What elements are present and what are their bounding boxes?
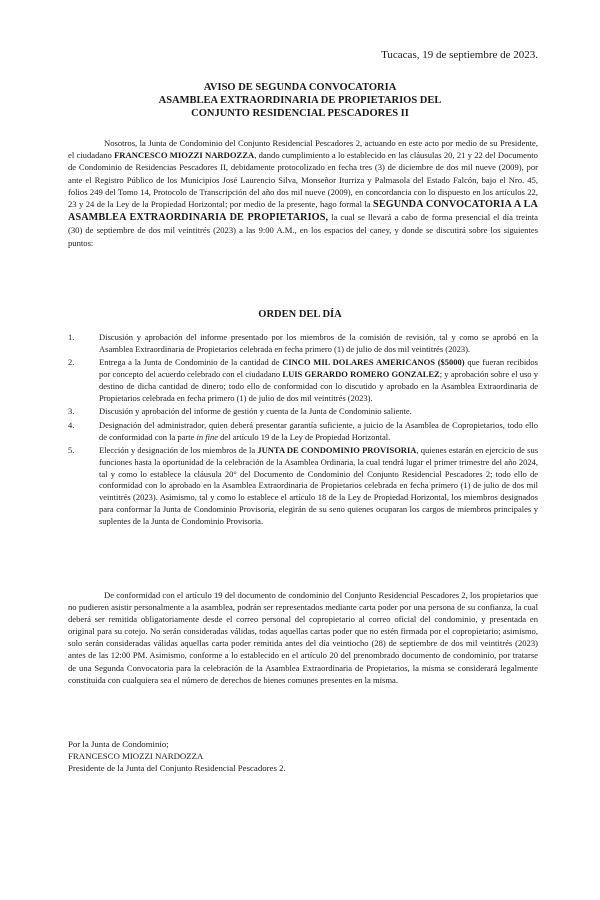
- intro-text-3: la cual se llevará a cabo de forma presencial el día treinta (30) de septiembre de dos mil veintitrés (2023) a las 9:00 A.M., en los espacios del caney, y donde se discutirá sobre los siguientes puntos:: [68, 212, 538, 248]
- president-name: FRANCESCO MIOZZI NARDOZZA: [114, 150, 255, 161]
- title-line-1: AVISO DE SEGUNDA CONVOCATORIA: [203, 82, 397, 93]
- latin-phrase: in fine: [196, 431, 218, 442]
- agenda-item: [68, 406, 538, 418]
- agenda-item: [68, 420, 538, 443]
- agenda-list: [68, 332, 538, 529]
- agenda-item-text: Designación del administrador, quien deberá presentar garantía suficiente, a juicio de la Asamblea de Copropietarios, todo ello de conformidad con la parte: [99, 419, 538, 442]
- signature-role: Presidente de la Junta del Conjunto Residencial Pescadores 2.: [68, 763, 286, 773]
- title-line-3: CONJUNTO RESIDENCIAL PESCADORES II: [191, 108, 409, 119]
- agenda-item-text: Discusión y aprobación del informe de gestión y cuenta de la Junta de Condominio saliente.: [99, 406, 412, 417]
- agenda-item-text: ; y aprobación sobre el uso y destino de dicha cantidad de dinero; todo ello de conformidad con lo discutido y aprobado en la Asamblea Extraordinaria de Propietarios celebrada en fecha primero (1) de julio de dos mil veintitrés (2023).: [99, 369, 538, 403]
- agenda-item-text: que fueran recibidos por concepto del acuerdo celebrado con el ciudadano: [99, 357, 538, 380]
- agenda-item: [68, 357, 538, 404]
- document-date: Tucacas, 19 de septiembre de 2023.: [381, 49, 538, 61]
- agenda-item-text: Discusión y aprobación del informe presentado por los miembros de la comisión de revisión, tal y como se aprobó en la Asamblea Extraordinaria de Propietarios celebrada en fecha primero (1) de julio de dos mil veintitrés (2023).: [99, 332, 538, 354]
- intro-paragraph: [68, 137, 538, 249]
- closing-paragraph: [68, 589, 538, 686]
- intro-text-1: Nosotros, la Junta de Condominio del Conjunto Residencial Pescadores 2, actuando en este acto por medio de su Presidente, el ciudadano: [68, 138, 538, 161]
- agenda-item-number: 1.: [68, 332, 75, 342]
- agenda-item-text: , quienes estarán en ejercicio de sus funciones hasta la oportunidad de la celebración de la Asamblea Ordinaria, la cual tendrá lugar el primer trimestre del año 2024, tal y como lo establece la cláusula 20° del Documento de Condominio del Conjunto Residencial Pescadores 2; todo ello de conformidad con lo aprobado en la Asamblea Extraordinaria de Propietarios celebrada en fecha primero (1) de julio de dos mil veintitrés (2023). Asimismo, tal y como lo establece el artículo 18 de la Ley de Propiedad Horizontal, los miembros designados para conformar la Junta de Condominio Provisoria, elegirán de su seno quienes ocuparan los cargos de miembros principales y suplentes de la Junta de Condominio Provisoria.: [99, 445, 538, 526]
- agenda-title: ORDEN DEL DÍA: [258, 309, 342, 320]
- closing-text: De conformidad con el artículo 19 del documento de condominio del Conjunto Residencial Pescadores 2, los propietarios que no pudieren asistir personalmente a la asamblea, podrán ser representados mediante carta poder por una persona de su confianza, la cual deberá ser remitida obligatoriamente desde el correo personal del copropietario al correo oficial del condominio, y presentada en original para su cotejo. No serán consideradas válidas, todas aquellas cartas poder que no estén firmada por el copropietario; asimismo, solo serán consideradas válidas aquellas carta poder remitida antes del día veintiocho (28) de septiembre de dos mil veintitrés (2023) antes de las 12:00 PM. Asimismo, conforme a lo establecido en el artículo 20 del prenombrado documento de condominio, por tratarse de una Segunda Convocatoria para la celebración de la Asamblea Extraordinaria de Propietarios, la misma se considerará legalmente constituida con cualquiera sea el número de derechos de bienes comunes presentes en la misma.: [68, 590, 538, 685]
- convocatoria-heading: SEGUNDA CONVOCATORIA A LA ASAMBLEA EXTRAORDINARIA DE PROPIETARIOS,: [68, 199, 538, 224]
- agenda-item: [68, 332, 538, 355]
- agenda-item-text: del artículo 19 de la Ley de Propiedad Horizontal.: [217, 431, 391, 442]
- agenda-item-number: 3.: [68, 406, 75, 417]
- junta-provisoria-text: JUNTA DE CONDOMINIO PROVISORIA: [257, 445, 417, 456]
- signature-name: FRANCESCO MIOZZI NARDOZZA: [68, 751, 204, 761]
- agenda-item-number: 5.: [68, 445, 75, 456]
- agenda-item-text: Elección y designación de los miembros de la: [99, 445, 258, 456]
- intro-text-2: , dando cumplimiento a lo establecido en las cláusulas 20, 21 y 22 del Documento de Condominio de Residencias Pescadores II, debidamente protocolizado en fecha tres (3) de diciembre de dos mil nueve (2009), por ante el Registro Público de los Municipios José Laurencio Silva, Monseñor Iturriza y Palmasola del Estado Falcón, bajo el Nro. 45, folios 249 del Tomo 14, Protocolo de Transcripción del año dos mil nueve (2009), en concordancia con lo dispuesto en los artículos 22, 23 y 24 de la Ley de la Propiedad Horizontal; por medio de la presente, hago formal la: [68, 150, 538, 210]
- document-title: [0, 81, 600, 120]
- signature-block: [68, 738, 286, 774]
- amount-text: CINCO MIL DOLARES AMERICANOS ($5000): [282, 357, 465, 368]
- agenda-item-number: 2.: [68, 357, 75, 368]
- agenda-item-number: 4.: [68, 419, 75, 430]
- signature-line: Por la Junta de Condominio;: [68, 739, 169, 749]
- title-line-2: ASAMBLEA EXTRAORDINARIA DE PROPIETARIOS DEL: [158, 95, 442, 106]
- person-name: LUIS GERARDO ROMERO GONZALEZ: [282, 369, 440, 380]
- agenda-item: [68, 445, 538, 527]
- agenda-item-text: Entrega a la Junta de Condominio de la cantidad de: [99, 357, 283, 368]
